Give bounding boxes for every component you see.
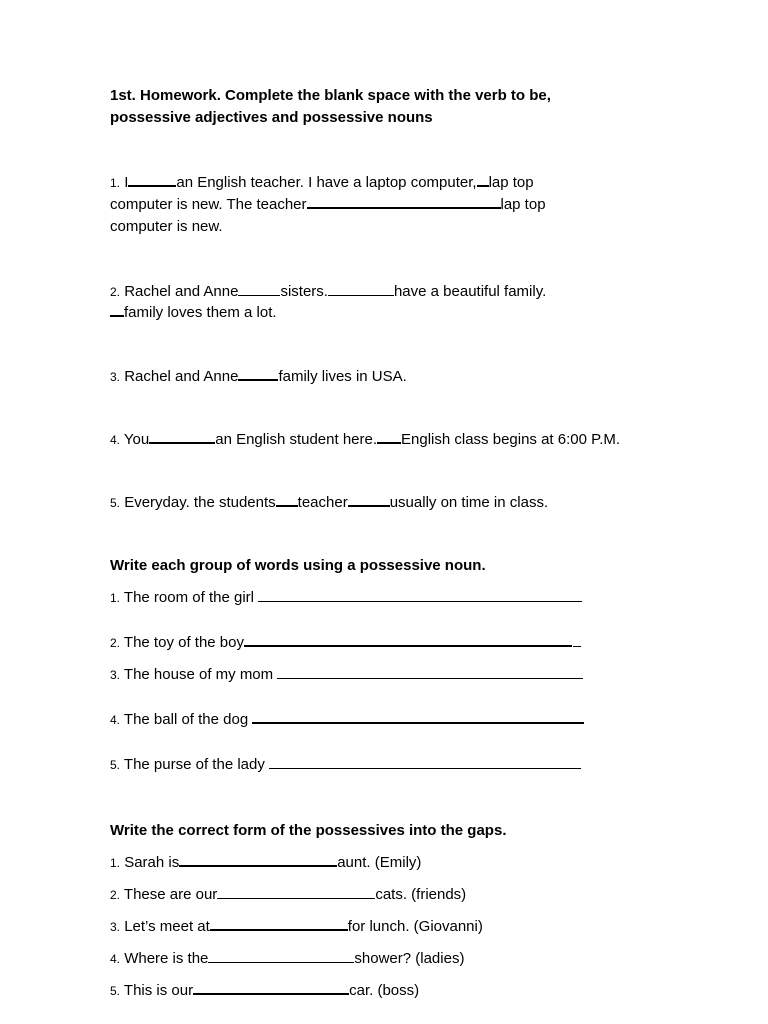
possessive-gap-item-1 <box>110 852 421 874</box>
question-1-line-2 <box>110 194 546 216</box>
worksheet-title-line-2: possessive adjectives and possessive nouns <box>110 109 433 126</box>
item-text: This is our <box>123 982 194 999</box>
item-text: The purse of the lady <box>123 756 265 773</box>
question-4 <box>110 429 620 451</box>
question-2-line-2 <box>110 302 277 324</box>
blank-gap[interactable] <box>307 206 501 209</box>
question-text: You <box>123 431 150 448</box>
question-text: I <box>124 174 129 191</box>
item-text: for lunch. (Giovanni) <box>347 918 483 935</box>
question-5 <box>110 492 548 514</box>
possessive-noun-item-3 <box>110 664 583 686</box>
item-number: 1. <box>110 856 121 870</box>
item-number: 2. <box>110 888 121 902</box>
question-text: computer is new. The teacher <box>110 196 307 213</box>
item-number: 4. <box>110 713 121 727</box>
question-text: have a beautiful family. <box>393 283 547 300</box>
blank-gap[interactable] <box>128 184 176 187</box>
question-text: family loves them a lot. <box>124 304 277 321</box>
item-text: Where is the <box>124 950 209 967</box>
blank-gap[interactable] <box>208 961 354 963</box>
worksheet-title-line-1: 1st. Homework. Complete the blank space with the verb to be, <box>110 87 551 104</box>
blank-gap[interactable] <box>238 378 278 381</box>
item-text: Let’s meet at <box>124 918 210 935</box>
item-text: car. (boss) <box>349 982 420 999</box>
blank-gap[interactable] <box>179 864 337 867</box>
item-text: aunt. (Emily) <box>337 854 422 871</box>
section-3-heading: Write the correct form of the possessives into the gaps. <box>110 822 507 839</box>
question-number: 1. <box>110 176 121 190</box>
blank-gap[interactable] <box>149 441 215 444</box>
blank-gap[interactable] <box>217 897 375 899</box>
blank-gap[interactable] <box>210 928 348 931</box>
possessive-gap-item-2 <box>110 884 466 906</box>
possessive-noun-item-2 <box>110 632 581 654</box>
answer-line[interactable] <box>258 600 582 602</box>
possessive-gap-item-4 <box>110 948 464 970</box>
item-number: 4. <box>110 952 121 966</box>
blank-gap[interactable] <box>348 504 390 507</box>
possessive-noun-item-4 <box>110 709 584 731</box>
possessive-gap-item-5 <box>110 980 419 1002</box>
question-number: 2. <box>110 285 121 299</box>
question-text: Rachel and Anne <box>124 283 239 300</box>
item-number: 5. <box>110 758 121 772</box>
section-2-heading: Write each group of words using a possessive noun. <box>110 557 486 574</box>
item-number: 3. <box>110 668 121 682</box>
blank-gap[interactable] <box>276 504 298 507</box>
question-text: an English teacher. I have a laptop computer, <box>176 174 477 191</box>
item-text: The room of the girl <box>123 589 254 606</box>
blank-gap[interactable] <box>377 441 401 444</box>
question-text: Rachel and Anne <box>124 368 239 385</box>
question-number: 5. <box>110 496 121 510</box>
item-text: cats. (friends) <box>375 886 467 903</box>
question-1-line-3 <box>110 216 223 238</box>
question-text: family lives in USA. <box>278 368 407 385</box>
blank-gap[interactable] <box>193 992 349 995</box>
question-text: English class begins at 6:00 P.M. <box>401 431 621 448</box>
question-text: teacher <box>297 494 348 511</box>
item-number: 1. <box>110 591 121 605</box>
blank-gap[interactable] <box>477 184 489 187</box>
item-text: shower? (ladies) <box>354 950 465 967</box>
possessive-noun-item-1 <box>110 587 582 609</box>
question-1-line-1 <box>110 172 534 194</box>
question-text: lap top <box>488 174 534 191</box>
item-text: The toy of the boy <box>123 634 244 651</box>
answer-line-tail <box>573 645 581 647</box>
question-number: 4. <box>110 433 121 447</box>
question-3 <box>110 366 407 388</box>
item-number: 5. <box>110 984 121 998</box>
question-text: lap top <box>500 196 546 213</box>
question-text: usually on time in class. <box>389 494 549 511</box>
question-text: Everyday. the students <box>124 494 276 511</box>
question-text: computer is new. <box>110 218 223 235</box>
answer-line[interactable] <box>252 721 584 724</box>
question-text: an English student here. <box>215 431 378 448</box>
item-text: Sarah is <box>124 854 180 871</box>
item-text: These are our <box>123 886 218 903</box>
question-number: 3. <box>110 370 121 384</box>
answer-line[interactable] <box>269 767 581 769</box>
item-text: The house of my mom <box>123 666 274 683</box>
question-text: sisters. <box>280 283 328 300</box>
blank-gap[interactable] <box>238 294 280 296</box>
possessive-gap-item-3 <box>110 916 483 938</box>
item-number: 2. <box>110 636 121 650</box>
question-2-line-1 <box>110 281 546 303</box>
answer-line[interactable] <box>277 677 583 679</box>
item-number: 3. <box>110 920 121 934</box>
item-text: The ball of the dog <box>123 711 249 728</box>
blank-gap[interactable] <box>328 294 394 296</box>
possessive-noun-item-5 <box>110 754 581 776</box>
answer-line[interactable] <box>244 644 572 647</box>
blank-gap[interactable] <box>110 314 124 317</box>
